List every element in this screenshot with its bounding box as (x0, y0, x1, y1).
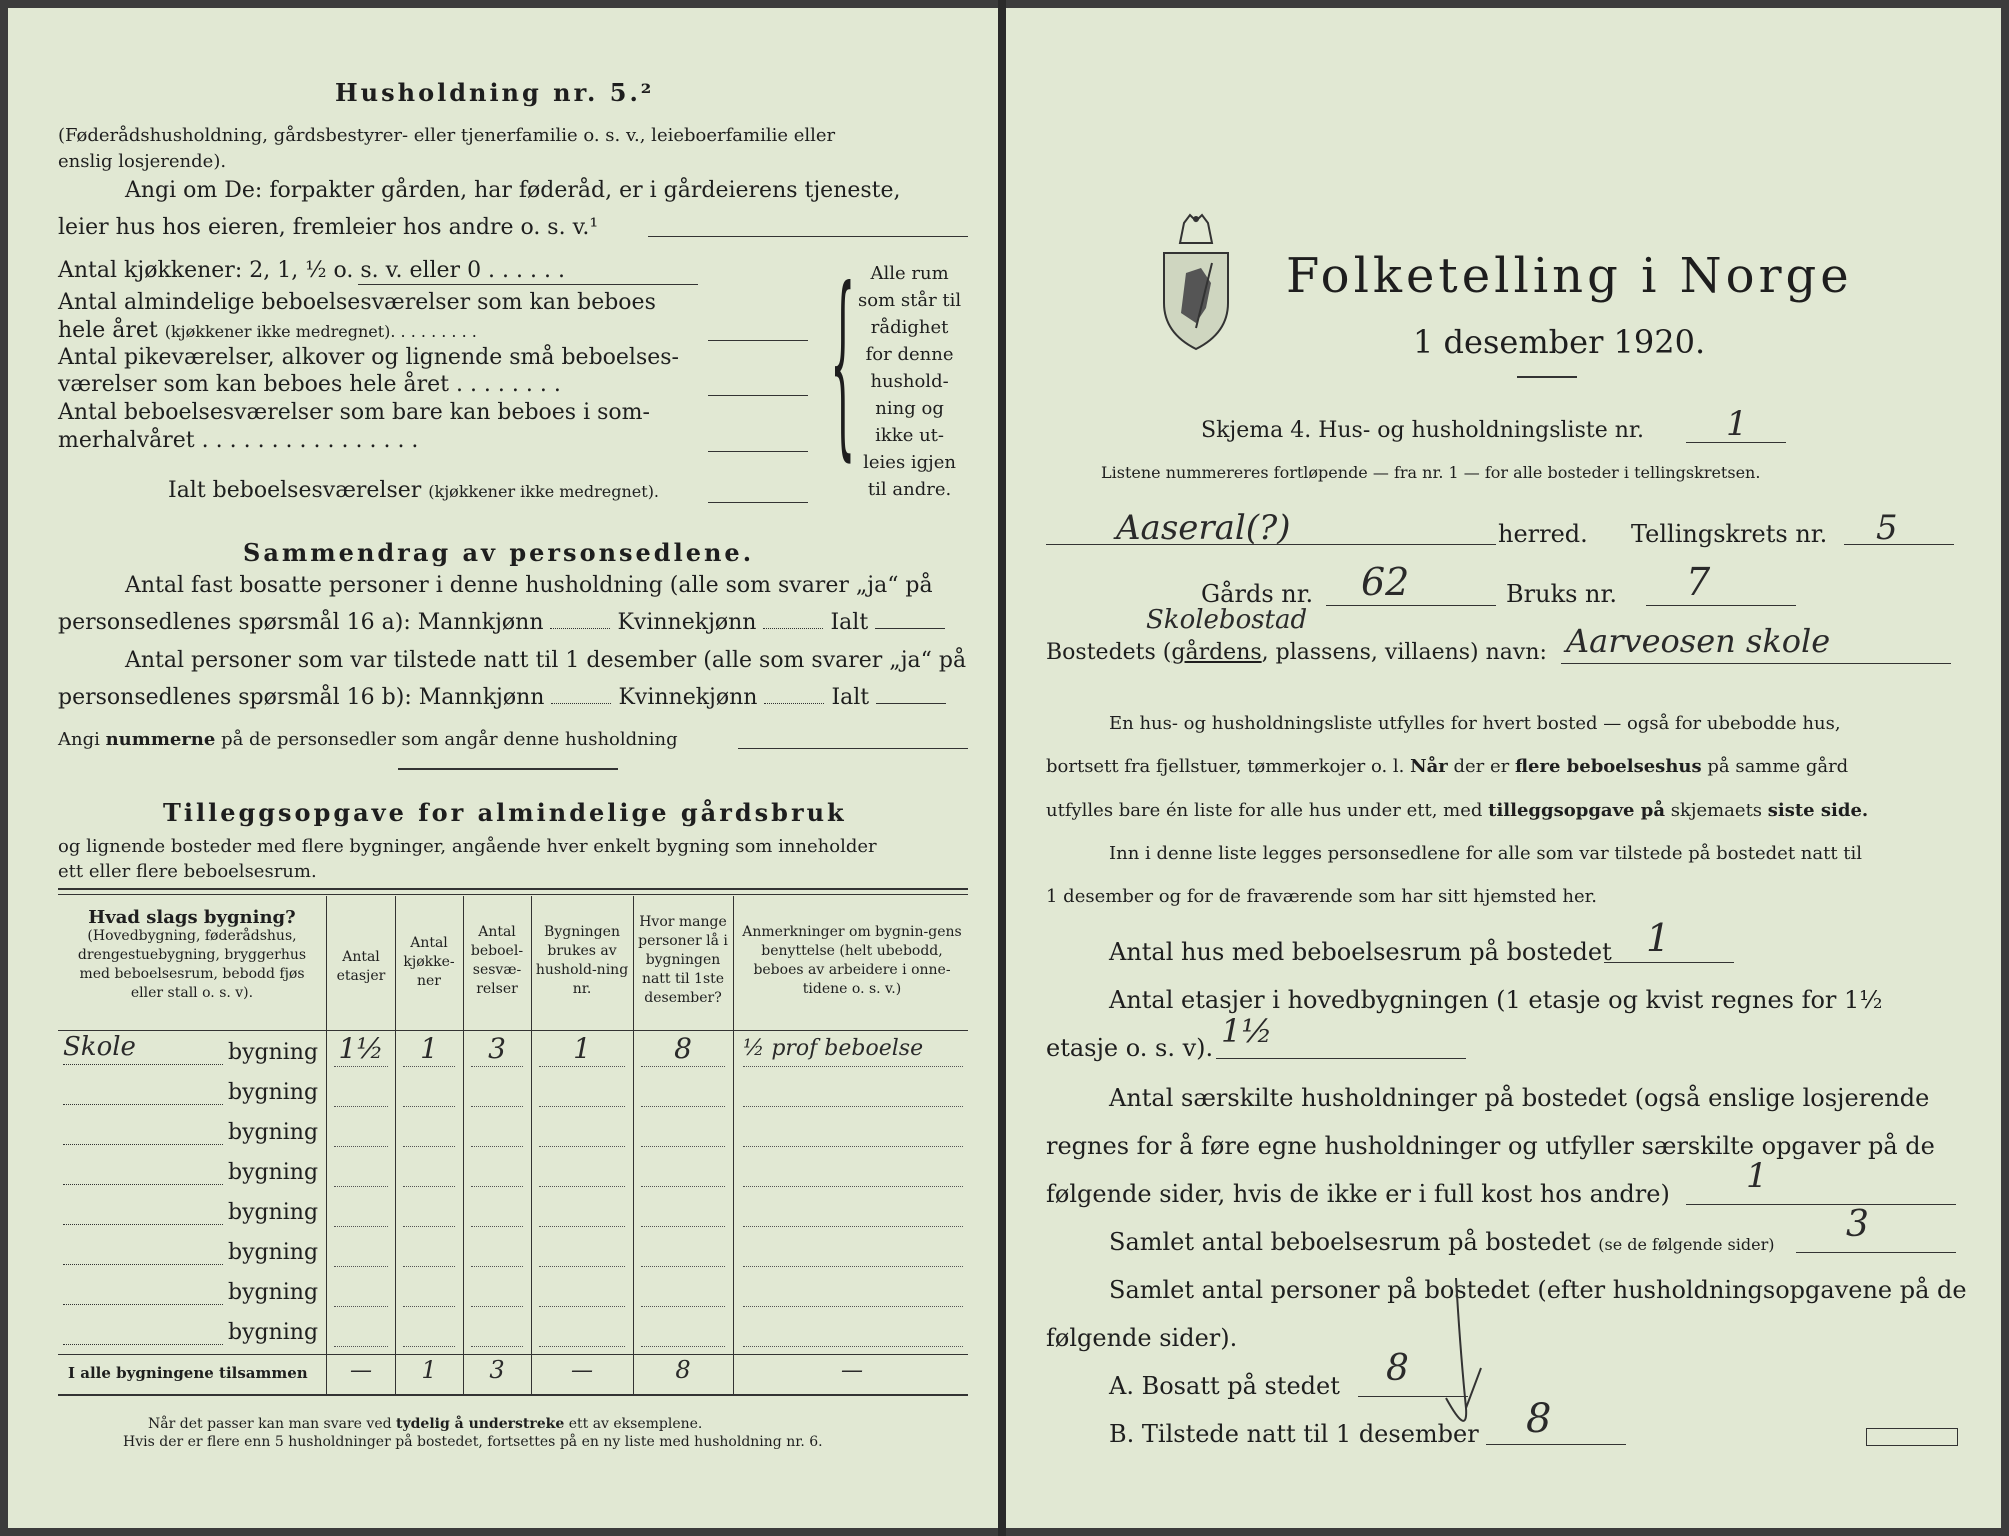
bosted-answer-line (1561, 663, 1951, 664)
rooms-som-1: Antal beboelsesværelser som bare kan beboes i som- (58, 400, 650, 425)
herred-label: herred. (1498, 520, 1588, 548)
side-note (858, 260, 961, 503)
q-hush-2: regnes for å føre egne husholdninger og utfyller særskilte opgaver på de (1046, 1132, 1935, 1160)
q-rum-value: 3 (1846, 1204, 1869, 1245)
mannkjonn-answer (550, 628, 610, 629)
kvinnekjonn-answer (763, 628, 823, 629)
a-label: A. Bosatt på stedet (1109, 1372, 1340, 1400)
row-label: bygning (228, 1280, 319, 1305)
bostedets-label (1046, 640, 1547, 665)
row-anm-line (743, 1306, 963, 1307)
row-cell-line (471, 1146, 523, 1147)
tillegg-title: Tilleggsopgave for almindelige gårdsbruk (163, 798, 847, 827)
bosted-overwrite: Skolebostad (1146, 605, 1308, 635)
total-anm: — (841, 1358, 863, 1383)
rooms-alm-1: Antal almindelige beboelsesværelser som kan beboes (58, 290, 656, 315)
total-kjokkener: 1 (421, 1356, 437, 1384)
para-3c: skjemaets (1665, 800, 1768, 821)
row-cell-line (641, 1106, 725, 1107)
main-date: 1 desember 1920. (1413, 323, 1706, 361)
row-type-line (63, 1104, 223, 1105)
gards-label: Gårds nr. (1201, 580, 1314, 608)
side-note-line: ikke ut- (875, 425, 944, 446)
q-rum-text: Samlet antal beboelsesrum på bostedet (1109, 1228, 1591, 1256)
row-cell-line (334, 1266, 388, 1267)
q-etasjer-2: etasje o. s. v). (1046, 1034, 1214, 1062)
nummerne-a: Angi (58, 729, 106, 750)
row-cell-line (471, 1266, 523, 1267)
summary-line-2 (58, 610, 945, 635)
mannkjonn-answer-2 (551, 703, 611, 704)
household-intro: (Føderådshusholdning, gårdsbestyrer- eller tjenerfamilie o. s. v., leieboerfamilie eller (58, 125, 836, 146)
row-kjokkener: 1 (420, 1032, 438, 1065)
row-cell-line (539, 1346, 625, 1347)
table-top-rule (58, 888, 968, 890)
total-top-rule (58, 1354, 968, 1355)
col-divider (531, 896, 532, 1394)
nummerne-line (58, 729, 678, 750)
head-personer: Hvor mange personer lå i bygningen natt til 1ste desember? (638, 914, 728, 1006)
row-cell-line (641, 1066, 725, 1067)
row-cell-line (471, 1186, 523, 1187)
row-cell-line (334, 1106, 388, 1107)
row-cell-line (471, 1306, 523, 1307)
side-note-line: ning og (875, 398, 944, 419)
bruks-label: Bruks nr. (1506, 580, 1617, 608)
bosted-value: Aarveosen skole (1566, 622, 1831, 660)
para-2 (1046, 756, 1848, 777)
ialt-answer (875, 628, 945, 629)
para-2b: Når (1410, 756, 1448, 777)
head-brukes: Bygningen brukes av hushold-ning nr. (535, 924, 629, 997)
nummerne-answer-line (738, 748, 968, 749)
q-hush-answer-line (1686, 1204, 1956, 1205)
row-cell-line (403, 1266, 455, 1267)
q-rum-small: (se de følgende sider) (1598, 1235, 1775, 1254)
rooms-pike-1: Antal pikeværelser, alkover og lignende små beboelses- (58, 345, 679, 370)
table-bottom-rule (58, 1394, 968, 1396)
q-rum-answer-line (1796, 1252, 1956, 1253)
row-cell-line (334, 1346, 388, 1347)
row-cell-line (403, 1346, 455, 1347)
kvinnekjonn-answer-2 (764, 703, 824, 704)
rooms-ialt (168, 478, 659, 503)
bostedets-a: Bostedets ( (1046, 640, 1172, 665)
side-note-line: til andre. (867, 479, 952, 500)
alm-answer-line (708, 340, 808, 341)
col-divider (463, 896, 464, 1394)
head-building-type (63, 908, 321, 1003)
col-divider (733, 896, 734, 1394)
footnote-1c: ett av eksemplene. (564, 1416, 703, 1432)
side-note-line: hushold- (870, 371, 949, 392)
head-beboelse: Antal beboel-sesvæ-relser (470, 924, 524, 997)
row-cell-line (641, 1186, 725, 1187)
row-type-line (63, 1184, 223, 1185)
summary-line-3: Antal personer som var tilstede natt til 1 desember (alle som svarer „ja“ på (125, 648, 967, 673)
row-cell-line (539, 1106, 625, 1107)
row-cell-line (641, 1266, 725, 1267)
footnote-2: Hvis der er flere enn 5 husholdninger på bostedet, fortsettes på en ny liste med husholdning nr. 6. (123, 1434, 823, 1450)
para-2c: der er (1447, 756, 1515, 777)
mannkjonn-label-2: personsedlenes spørsmål 16 b): Mannkjønn (58, 685, 545, 710)
total-beboelse: 3 (489, 1356, 505, 1384)
row-cell-line (334, 1186, 388, 1187)
side-note-line: for denne (865, 344, 954, 365)
row-type-line (63, 1264, 223, 1265)
row-cell-line (471, 1346, 523, 1347)
household-intro-2: enslig losjerende). (58, 151, 227, 172)
row-cell-line (403, 1146, 455, 1147)
household-title: Husholdning nr. 5.² (335, 78, 655, 107)
total-brukes: — (571, 1358, 593, 1383)
row-cell-line (641, 1226, 725, 1227)
head-etasjer: Antal etasjer (336, 949, 386, 984)
head-main: Hvad slags bygning? (88, 907, 296, 928)
right-page (1006, 8, 2001, 1528)
row-type-line (63, 1224, 223, 1225)
ialt-answer-2 (876, 703, 946, 704)
row-cell-line (539, 1186, 625, 1187)
table-top-rule-2 (58, 894, 968, 895)
krets-value: 5 (1876, 508, 1898, 548)
ialt-answer-line (708, 502, 808, 503)
total-label: I alle bygningene tilsammen (68, 1364, 308, 1382)
head-anm: Anmerkninger om bygnin-gens benyttelse (helt ubebodd, beboes av arbeidere i onne-tidene o. s. v.) (742, 924, 962, 997)
para-2a: bortsett fra fjellstuer, tømmerkojer o. l. (1046, 756, 1411, 777)
row-personer: 8 (674, 1032, 692, 1065)
row-cell-line (539, 1066, 625, 1067)
para-3d: siste side. (1767, 800, 1869, 821)
row-cell-line (334, 1066, 388, 1067)
som-answer-line (708, 451, 808, 452)
q-pers-1: Samlet antal personer på bostedet (efter husholdningsopgavene på de (1109, 1276, 1967, 1304)
head-main-sub: (Hovedbygning, føderådshus, drengestuebygning, bryggerhus med beboelsesrum, bebodd fjøs eller stall o. s. v). (77, 928, 307, 1001)
row-cell-line (403, 1306, 455, 1307)
row-label: bygning (228, 1080, 319, 1105)
row-cell-line (403, 1066, 455, 1067)
side-note-line: Alle rum (870, 263, 949, 284)
para-2e: på samme gård (1701, 756, 1849, 777)
row-type-line (63, 1304, 223, 1305)
q-hus-answer-line (1604, 962, 1734, 963)
para-4: Inn i denne liste legges personsedlene for alle som var tilstede på bostedet natt til (1109, 843, 1863, 864)
angi-line-1: Angi om De: forpakter gården, har føderåd, er i gårdeierens tjeneste, (125, 178, 901, 203)
summary-line-4 (58, 685, 946, 710)
row-anm-line (743, 1186, 963, 1187)
row-cell-line (641, 1346, 725, 1347)
col-divider (633, 896, 634, 1394)
bruks-value: 7 (1686, 560, 1711, 604)
row-beboelse: 3 (488, 1032, 506, 1065)
footnote-1b: tydelig å understreke (396, 1416, 565, 1432)
row-cell-line (641, 1306, 725, 1307)
side-note-line: leies igjen (863, 452, 957, 473)
row-type-line (63, 1064, 223, 1065)
rooms-som-2: merhalvåret . . . . . . . . . . . . . . . . (58, 428, 419, 453)
handwritten-bracket-mark (1426, 1278, 1486, 1458)
left-page (8, 8, 998, 1528)
bruks-answer-line (1646, 605, 1796, 606)
rooms-ialt-text: Ialt beboelsesværelser (168, 478, 422, 503)
tillegg-line-1: og lignende bosteder med flere bygninger, angående hver enkelt bygning som inneholder (58, 836, 877, 857)
pike-answer-line (708, 395, 808, 396)
head-kjokkener: Antal kjøkke-ner (403, 935, 455, 989)
q-hus-value: 1 (1646, 916, 1671, 960)
herred-value: Aaseral(?) (1116, 508, 1291, 548)
row-label: bygning (228, 1240, 319, 1265)
row-label: bygning (228, 1200, 319, 1225)
page-gutter (998, 0, 1006, 1536)
row-label: bygning (228, 1160, 319, 1185)
a-value: 8 (1386, 1348, 1409, 1389)
row-anm-line (743, 1106, 963, 1107)
row-anm-line (743, 1346, 963, 1347)
q-etasjer-answer-line (1216, 1058, 1466, 1059)
row-label: bygning (228, 1040, 319, 1065)
nummerne-c: på de personsedler som angår denne husholdning (215, 729, 678, 750)
tillegg-line-2: ett eller flere beboelsesrum. (58, 861, 317, 882)
rooms-pike-2: værelser som kan beboes hele året . . . . . . . . (58, 372, 561, 397)
rooms-alm-2-small: (kjøkkener ikke medregnet). . . . . . . . . (164, 322, 477, 341)
footnote-1a: Når det passer kan man svare ved (148, 1416, 397, 1432)
row-cell-line (539, 1306, 625, 1307)
para-3b: tilleggsopgave på (1488, 800, 1666, 821)
bostedets-b: gårdens (1171, 640, 1262, 665)
row-type-line (63, 1144, 223, 1145)
skjema-line: Skjema 4. Hus- og husholdningsliste nr. (1201, 418, 1644, 443)
main-title: Folketelling i Norge (1286, 248, 1853, 304)
row-cell-line (403, 1186, 455, 1187)
row-cell-line (539, 1226, 625, 1227)
brace-icon: { (830, 251, 856, 481)
row-cell-line (334, 1306, 388, 1307)
q-etasjer-value: 1½ (1221, 1012, 1273, 1050)
ialt-label-2: Ialt (831, 685, 870, 710)
row-cell-line (334, 1146, 388, 1147)
row-cell-line (334, 1226, 388, 1227)
angi-line-2: leier hus hos eieren, fremleier hos andre o. s. v.¹ (58, 215, 599, 240)
row-cell-line (539, 1146, 625, 1147)
kvinnekjonn-label-2: Kvinnekjønn (618, 685, 758, 710)
para-3 (1046, 800, 1868, 821)
b-value: 8 (1526, 1396, 1552, 1442)
row-cell-line (471, 1226, 523, 1227)
side-note-line: rådighet (870, 317, 949, 338)
row-anm-line (743, 1266, 963, 1267)
header-rule (58, 1030, 968, 1031)
printer-stamp (1866, 1428, 1958, 1446)
row-label: bygning (228, 1320, 319, 1345)
listene-note: Listene nummereres fortløpende — fra nr. 1 — for alle bosteder i tellingskretsen. (1101, 463, 1761, 482)
krets-label: Tellingskrets nr. (1631, 520, 1828, 548)
row-anm: ½ prof beboelse (743, 1036, 924, 1061)
q-hus: Antal hus med beboelsesrum på bostedet (1109, 938, 1612, 966)
total-personer: 8 (675, 1356, 691, 1384)
krets-answer-line (1844, 544, 1954, 545)
col-divider (395, 896, 396, 1394)
row-brukes: 1 (573, 1032, 591, 1065)
summary-line-1: Antal fast bosatte personer i denne husholdning (alle som svarer „ja“ på (125, 573, 933, 598)
row-cell-line (539, 1266, 625, 1267)
row-anm-line (743, 1226, 963, 1227)
row-building-type: Skole (63, 1032, 136, 1062)
gards-answer-line (1326, 605, 1496, 606)
q-hush-value: 1 (1746, 1156, 1768, 1196)
total-etasjer: — (350, 1358, 372, 1383)
b-label: B. Tilstede natt til 1 desember (1109, 1420, 1479, 1448)
angi-answer-line (648, 236, 968, 237)
q-pers-2: følgende sider). (1046, 1324, 1238, 1352)
row-label: bygning (228, 1120, 319, 1145)
summary-title: Sammendrag av personsedlene. (243, 538, 755, 567)
para-3a: utfylles bare én liste for alle hus under ett, med (1046, 800, 1489, 821)
ialt-label: Ialt (830, 610, 869, 635)
rooms-alm-2 (58, 318, 477, 343)
q-hush-3: følgende sider, hvis de ikke er i full kost hos andre) (1046, 1180, 1670, 1208)
rooms-kjokkener: Antal kjøkkener: 2, 1, ½ o. s. v. eller 0 . . . . . . (58, 258, 565, 283)
gards-value: 62 (1361, 560, 1410, 604)
row-cell-line (641, 1146, 725, 1147)
row-etasjer: 1½ (338, 1032, 384, 1065)
row-anm-line (743, 1066, 963, 1067)
q-hush-1: Antal særskilte husholdninger på bostedet (også enslige losjerende (1109, 1084, 1930, 1112)
para-2d: flere beboelseshus (1514, 756, 1702, 777)
rooms-alm-2-text: hele året (58, 318, 158, 343)
mannkjonn-label: personsedlenes spørsmål 16 a): Mannkjønn (58, 610, 544, 635)
bostedets-c: , plassens, villaens) navn: (1261, 640, 1547, 665)
row-anm-line (743, 1146, 963, 1147)
footnote-1 (148, 1416, 702, 1432)
row-cell-line (403, 1226, 455, 1227)
title-rule (1517, 376, 1577, 378)
row-cell-line (471, 1106, 523, 1107)
q-rum (1109, 1228, 1774, 1256)
row-cell-line (471, 1066, 523, 1067)
q-etasjer-1: Antal etasjer i hovedbygningen (1 etasje og kvist regnes for 1½ (1109, 986, 1883, 1014)
kvinnekjonn-label: Kvinnekjønn (617, 610, 757, 635)
row-cell-line (403, 1106, 455, 1107)
nummerne-b: nummerne (105, 729, 216, 750)
para-1: En hus- og husholdningsliste utfylles for hvert bosted — også for ubebodde hus, (1109, 713, 1841, 734)
col-divider (326, 896, 327, 1394)
para-5: 1 desember og for de fraværende som har sitt hjemsted her. (1046, 886, 1597, 907)
row-type-line (63, 1344, 223, 1345)
rooms-ialt-small: (kjøkkener ikke medregnet). (428, 482, 660, 501)
b-answer-line (1486, 1444, 1626, 1445)
coat-of-arms-icon (1156, 213, 1236, 353)
skjema-value: 1 (1726, 404, 1748, 444)
kjokkener-answer-line (358, 284, 698, 285)
side-note-line: som står til (858, 290, 962, 311)
section-divider (398, 768, 618, 770)
